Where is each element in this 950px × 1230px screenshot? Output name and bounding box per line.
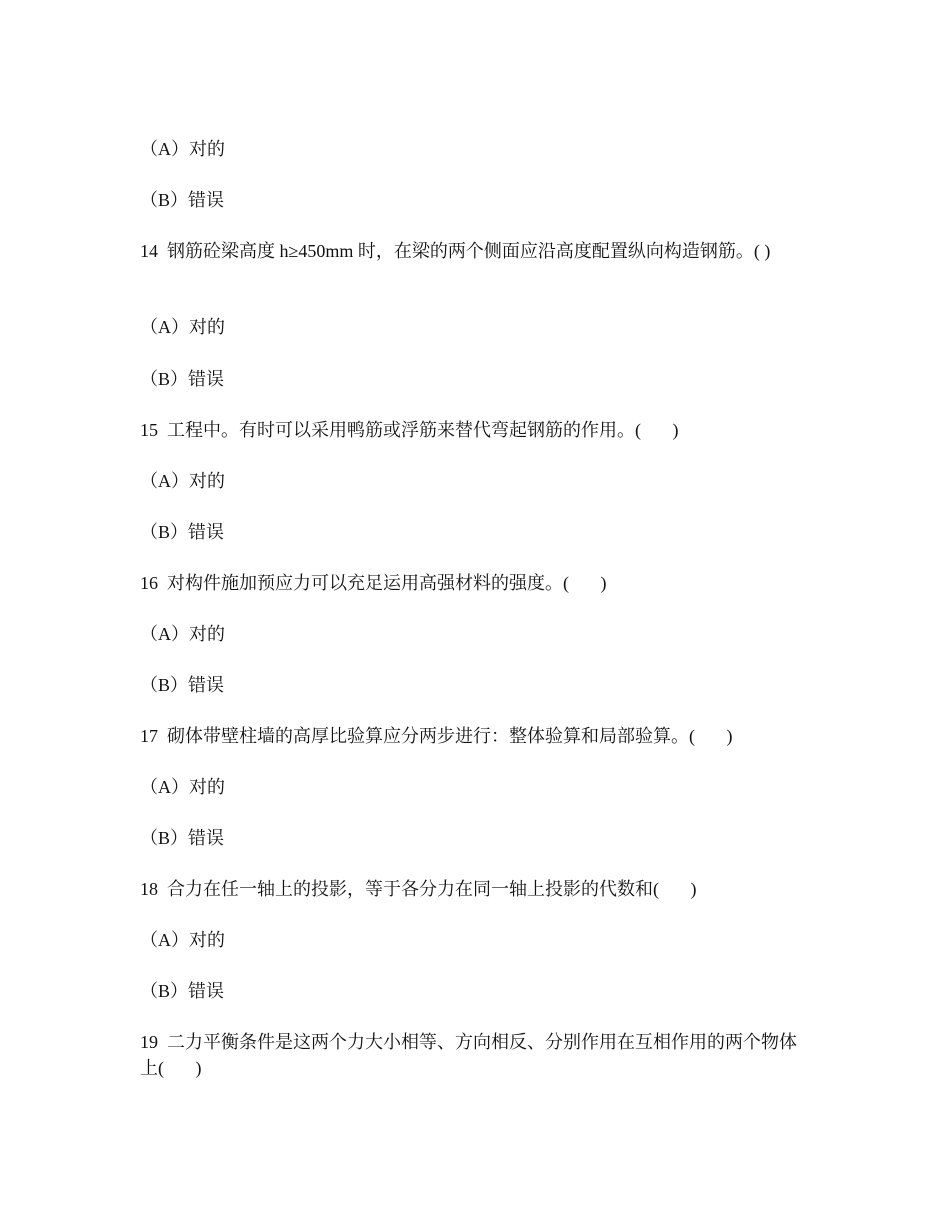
option-b-18: （B）错误 [140,981,225,1001]
question-16: 16 对构件施加预应力可以充足运用高强材料的强度。( ) [140,573,607,593]
question-14: 14 钢筋砼梁高度 h≥450mm 时，在梁的两个侧面应沿高度配置纵向构造钢筋。( ) [140,241,771,261]
option-a-13: （A）对的 [140,139,225,159]
option-a-16: （A）对的 [140,624,225,644]
option-a-17: （A）对的 [140,777,225,797]
option-b-14: （B）错误 [140,369,225,389]
option-a-14: （A）对的 [140,317,225,337]
option-a-15: （A）对的 [140,471,225,491]
option-b-13: （B）错误 [140,190,225,210]
question-18: 18 合力在任一轴上的投影，等于各分力在同一轴上投影的代数和( ) [140,879,697,899]
option-b-17: （B）错误 [140,828,225,848]
option-b-16: （B）错误 [140,675,225,695]
question-15: 15 工程中。有时可以采用鸭筋或浮筋来替代弯起钢筋的作用。( ) [140,420,679,440]
option-a-18: （A）对的 [140,930,225,950]
question-17: 17 砌体带壁柱墙的高厚比验算应分两步进行：整体验算和局部验算。( ) [140,726,733,746]
option-b-15: （B）错误 [140,522,225,542]
question-19: 19 二力平衡条件是这两个力大小相等、方向相反、分别作用在互相作用的两个物体上( ) [140,1032,797,1078]
